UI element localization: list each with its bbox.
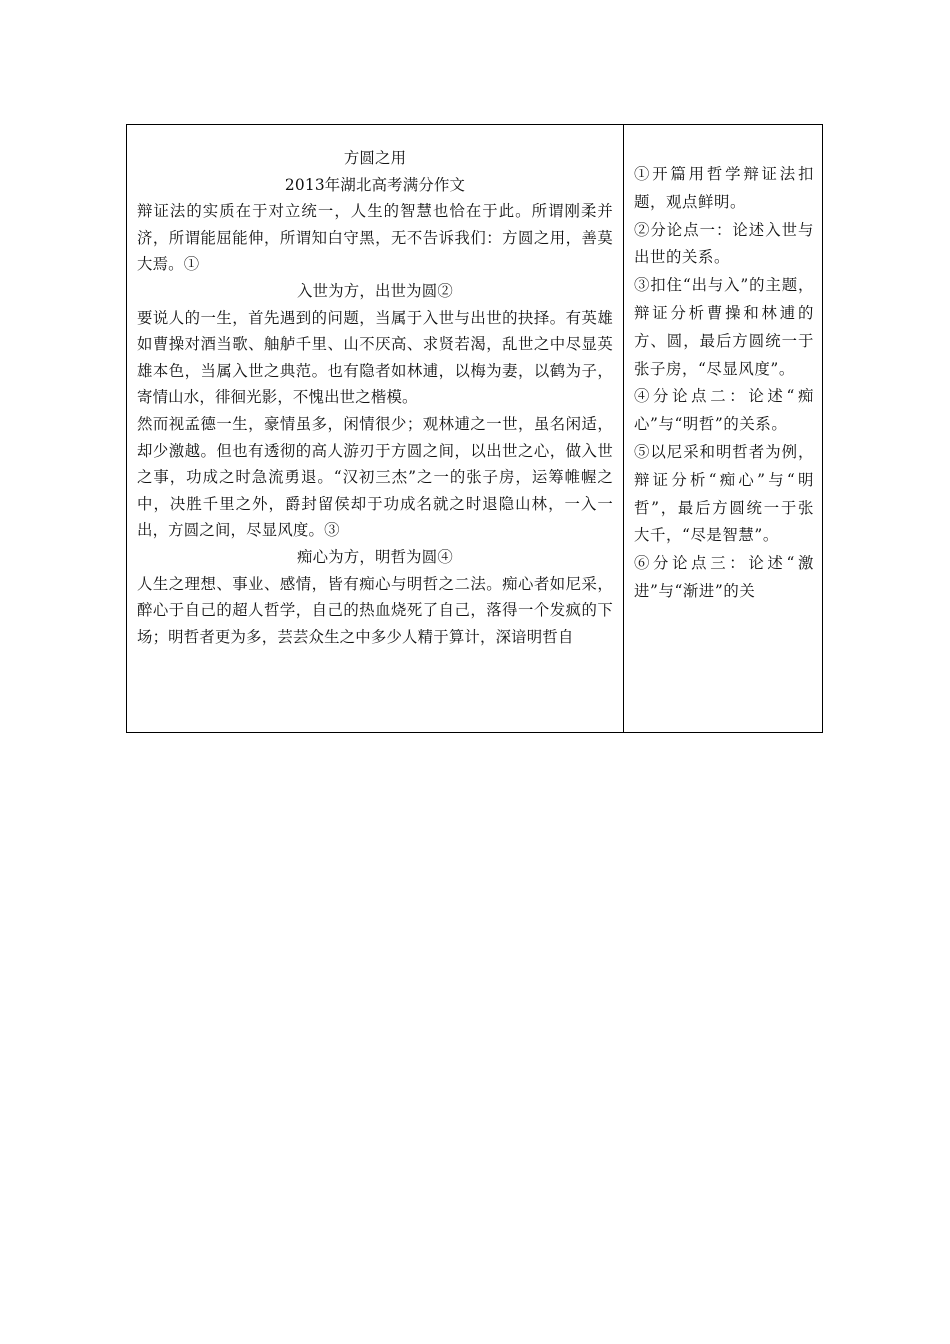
essay-intro: 辩证法的实质在于对立统一，人生的智慧也恰在于此。所谓刚柔并济，所谓能屈能伸，所谓知白守黑，无不告诉我们：方圆之用，善莫大焉。① bbox=[137, 202, 613, 274]
annotation-note-3: ③扣住“出与入”的主题，辩证分析曹操和林逋的方、圆，最后方圆统一于张子房，“尽显风度”。 bbox=[634, 276, 814, 378]
annotation-note-4: ④分论点二：论述“痴心”与“明哲”的关系。 bbox=[634, 387, 814, 434]
essay-paragraph-3: 人生之理想、事业、感情，皆有痴心与明哲之二法。痴心者如尼采，醉心于自己的超人哲学，自己的热血烧死了自己，落得一个发疯的下场；明哲者更为多，芸芸众生之中多少人精于算计，深谙明哲自 bbox=[137, 574, 613, 646]
annotation-note-5: ⑤以尼采和明哲者为例，辩证分析“痴心”与“明哲”，最后方圆统一于张大千，“尽是智慧”。 bbox=[634, 442, 814, 545]
essay-subtitle: 2013年湖北高考满分作文 bbox=[284, 175, 466, 194]
annotation-note-1: ①开篇用哲学辩证法扣题，观点鲜明。 bbox=[634, 165, 814, 211]
essay-title: 方圆之用 bbox=[343, 149, 407, 167]
annotation-note-6: ⑥分论点三：论述“激进”与“渐进”的关 bbox=[634, 554, 814, 600]
essay-paragraph-1: 要说人的一生，首先遇到的问题，当属于入世与出世的抉择。有英雄如曹操对酒当歌、舳舻千里、山不厌高、求贤若渴，乱世之中尽显英雄本色，当属入世之典范。也有隐者如林逋，以梅为妻，以鹤为子，寄情山水，徘徊光影，不愧出世之楷模。 bbox=[137, 308, 613, 407]
section-heading-2: 痴心为方，明哲为圆④ bbox=[297, 547, 453, 566]
annotation-note-2: ②分论点一：论述入世与出世的关系。 bbox=[634, 220, 814, 267]
essay-table bbox=[126, 124, 823, 733]
essay-paragraph-2: 然而视孟德一生，豪情虽多，闲情很少；观林逋之一世，虽名闲适，却少激越。但也有透彻的高人游刃于方圆之间，以出世之心，做入世之事，功成之时急流勇退。“汉初三杰”之一的张子房，运筹帷幄之中，决胜千里之外，爵封留侯却于功成名就之时退隐山林，一入一出，方圆之间，尽显风度。③ bbox=[137, 414, 613, 540]
annotation-cell bbox=[624, 125, 822, 732]
section-heading-1: 入世为方，出世为圆② bbox=[297, 281, 453, 300]
essay-text-cell bbox=[127, 125, 624, 732]
